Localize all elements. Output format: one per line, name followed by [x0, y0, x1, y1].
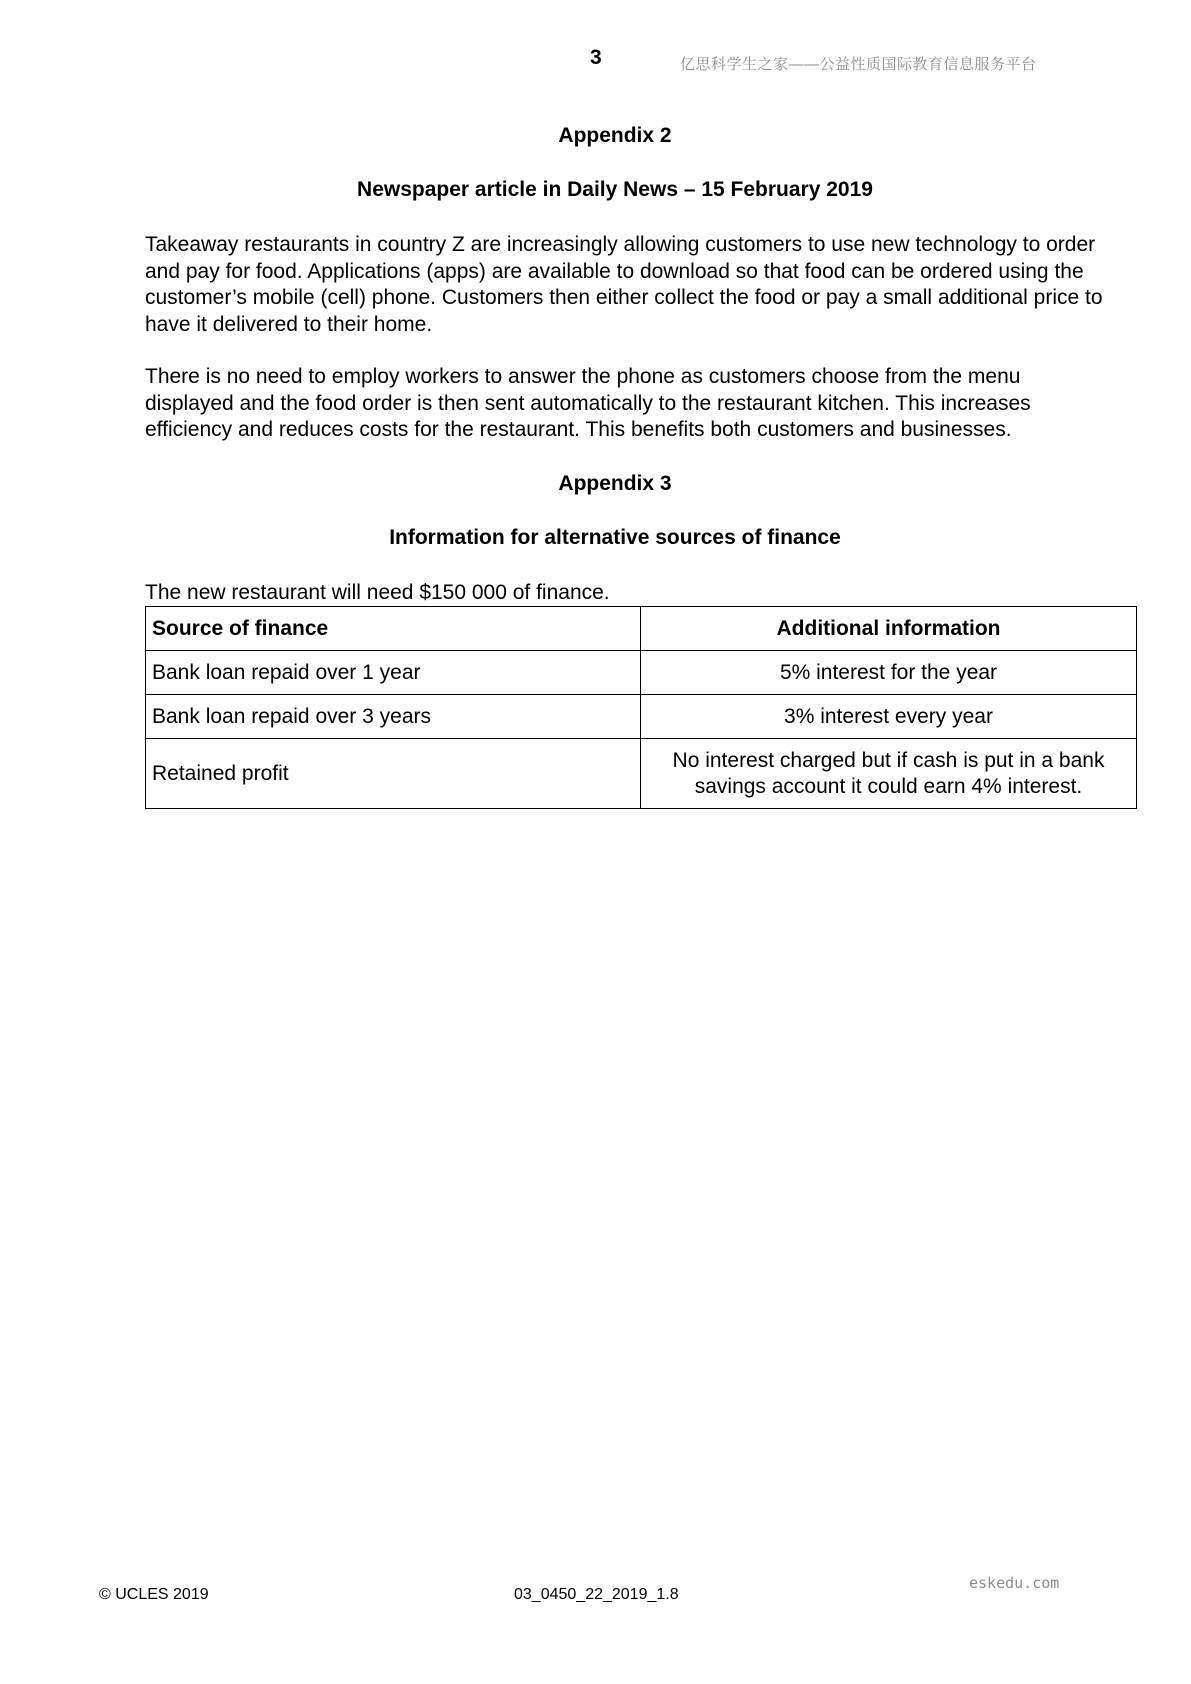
finance-intro-text: The new restaurant will need $150 000 of finance.	[145, 581, 610, 604]
footer-watermark: eskedu.com	[969, 1574, 1060, 1592]
table-cell-info: 5% interest for the year	[641, 651, 1137, 695]
finance-intro	[145, 580, 1105, 607]
page-number: 3	[590, 46, 602, 69]
header-watermark: 亿思科学生之家——公益性质国际教育信息服务平台	[680, 56, 1037, 73]
article-paragraph-1-text: Takeaway restaurants in country Z are increasingly allowing customers to use new technology to order and pay for food. Applications (apps) are available to download so that food can be ordered using the customer’s mobile (cell) phone. Customers then either collect the food or pay a small additional price to have it delivered to their home.	[145, 233, 1103, 336]
article-paragraph-2-text: There is no need to employ workers to answer the phone as customers choose from the menu displayed and the food order is then sent automatically to the restaurant kitchen. This increases efficiency and reduces costs for the restaurant. This benefits both customers and businesses.	[145, 365, 1031, 441]
table-cell-source: Bank loan repaid over 3 years	[146, 695, 641, 739]
article-paragraph-2	[145, 364, 1105, 444]
table-cell-info: 3% interest every year	[641, 695, 1137, 739]
table-cell-info: No interest charged but if cash is put in a bank savings account it could earn 4% interest.	[641, 739, 1137, 809]
finance-table	[145, 606, 1137, 809]
footer-copyright: © UCLES 2019	[99, 1586, 209, 1603]
header-additional-information: Additional information	[641, 607, 1137, 651]
table-row	[146, 739, 1137, 809]
table-row	[146, 651, 1137, 695]
table-header-row	[146, 607, 1137, 651]
table-cell-source: Bank loan repaid over 1 year	[146, 651, 641, 695]
appendix-2-title: Appendix 2	[558, 124, 672, 147]
footer-document-code: 03_0450_22_2019_1.8	[514, 1586, 679, 1603]
article-paragraph-1	[145, 232, 1105, 338]
appendix-2-subtitle: Newspaper article in Daily News – 15 February 2019	[357, 178, 873, 201]
table-cell-source: Retained profit	[146, 739, 641, 809]
appendix-3-subtitle: Information for alternative sources of finance	[389, 526, 841, 549]
appendix-3-title: Appendix 3	[558, 472, 672, 495]
table-row	[146, 695, 1137, 739]
header-source-of-finance: Source of finance	[146, 607, 641, 651]
